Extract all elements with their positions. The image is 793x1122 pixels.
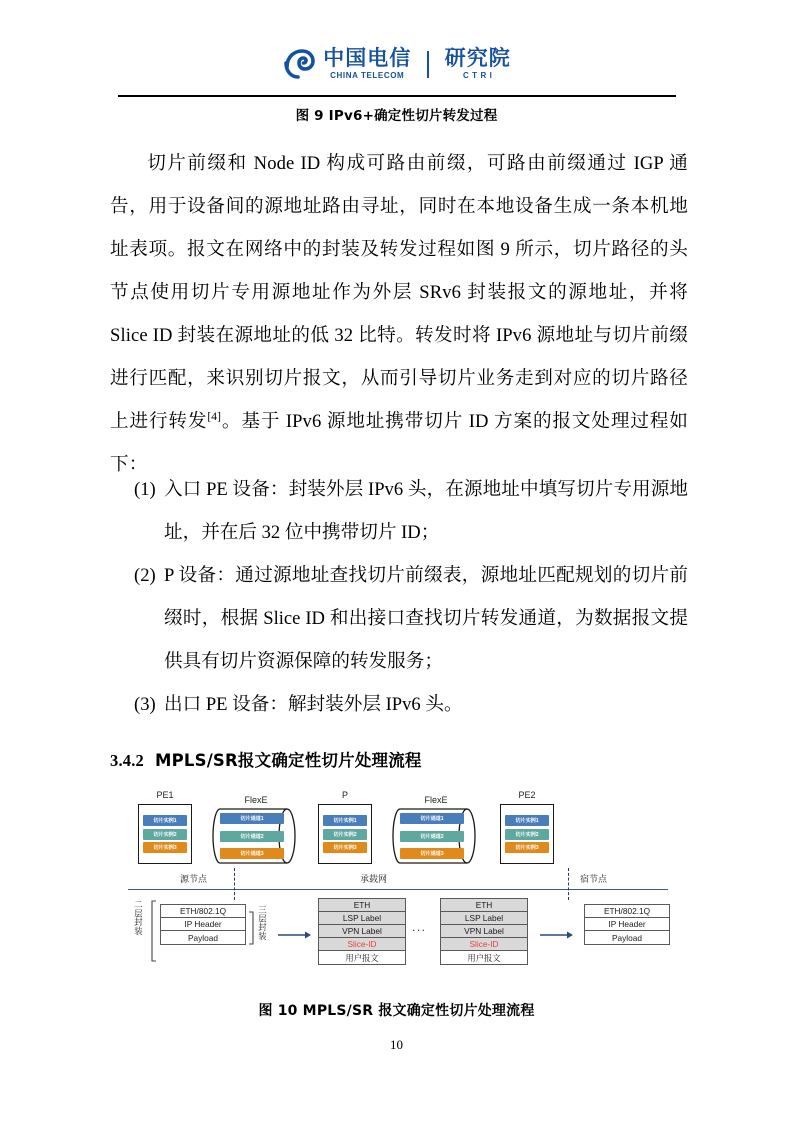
paragraph-1-text: 切片前缀和 Node ID 构成可路由前缀，可路由前缀通过 IGP 通告，用于设备间的源地址路由寻址，同时在本地设备生成一条本机地址表项。报文在网络中的封装及转发过程如图 9 所示，切片路径的头节点使用切片专用源地址作为外层 SRv6 封装报文的源地址，并将 Slice ID 封装在源地址的低 32 比特。转发时将 IPv6 源地址与切片前缀进行匹配，来识别切片报文，从而引导切片业务走到对应的切片路径上进行转发	[110, 153, 688, 432]
flow-arrow-1-icon	[278, 927, 312, 945]
flexe-cylinder-1	[211, 808, 301, 864]
china-telecom-mark-icon	[282, 47, 316, 81]
slice-bar: 切片通道3	[220, 848, 284, 859]
citation-reference: [4]	[207, 410, 222, 423]
node-label-pe2: PE2	[518, 790, 536, 800]
packet-field: VPN Label	[441, 925, 527, 938]
slice-bar: 切片实例1	[505, 815, 549, 826]
figure-10-diagram	[128, 790, 668, 990]
packet-field: ETH/802.1Q	[161, 905, 245, 918]
china-telecom-logo	[282, 47, 511, 81]
packet-field-slice-id: Slice-ID	[441, 938, 527, 951]
logo-divider	[427, 51, 429, 78]
list-item-number: (2)	[134, 565, 156, 586]
packet-field: ETH	[441, 899, 527, 912]
logo-primary-text	[323, 48, 411, 80]
page-header	[0, 38, 793, 90]
page-number: 10	[390, 1037, 403, 1052]
flexe-label-2: FlexE	[424, 795, 448, 805]
procedure-list	[110, 468, 688, 726]
slice-bar: 切片通道3	[400, 848, 464, 859]
section-title: MPLS/SR报文确定性切片处理流程	[155, 751, 422, 770]
node-label-p: P	[341, 790, 348, 800]
list-item-number: (3)	[134, 694, 156, 715]
slice-bar: 切片实例2	[505, 829, 549, 840]
packet-field-slice-id: Slice-ID	[319, 938, 405, 951]
packet-field: 用户报文	[345, 952, 379, 963]
flexe-bars-1	[220, 813, 284, 859]
body-paragraph-1	[110, 142, 688, 486]
packet-field: VPN Label	[319, 925, 405, 938]
packet-stack-mid-1	[318, 898, 406, 965]
zone-label-source: 源节点	[180, 874, 208, 884]
packet-stack-mid-2	[440, 898, 528, 965]
zone-separator-right	[568, 868, 569, 900]
flow-ellipsis: ...	[412, 920, 427, 934]
slice-bar: 切片实例3	[143, 842, 187, 853]
packet-field: LSP Label	[319, 912, 405, 925]
packet-field: ETH	[319, 899, 405, 912]
packet-field: IP Header	[585, 918, 669, 931]
zone-label-bearer: 承载网	[360, 874, 388, 884]
header-divider	[118, 95, 676, 97]
packet-field: Payload	[612, 932, 642, 943]
packet-field: IP Header	[161, 918, 245, 931]
zone-label-sink: 宿节点	[580, 874, 608, 884]
node-label-pe1: PE1	[156, 790, 174, 800]
logo-secondary-text	[445, 48, 511, 80]
slice-bar: 切片通道1	[220, 813, 284, 824]
list-item	[134, 468, 688, 554]
flexe-bars-2	[400, 813, 464, 859]
logo-en-text: CHINA TELECOM	[330, 71, 405, 80]
figure-9-caption: 图 9 IPv6+确定性切片转发过程	[295, 108, 498, 124]
packet-field: 用户报文	[467, 952, 501, 963]
slice-bar: 切片通道1	[400, 813, 464, 824]
encap-label-layer3-left: 三层封装	[257, 905, 268, 941]
packet-stack-right	[584, 904, 670, 945]
slice-bar: 切片通道2	[220, 831, 284, 842]
list-item	[134, 683, 688, 726]
flexe-label-1: FlexE	[244, 795, 268, 805]
paragraph-1-text-after: 。基于 IPv6 源地址携带切片 ID 方案的报文处理过程如下：	[110, 411, 688, 475]
list-item-text: P 设备：通过源地址查找切片前缀表，源地址匹配规划的切片前缀时，根据 Slice ID 和出接口查找切片转发通道，为数据报文提供具有切片资源保障的转发服务；	[164, 565, 688, 672]
slice-bar: 切片实例1	[323, 815, 367, 826]
slice-bar: 切片实例1	[143, 815, 187, 826]
node-box-p	[318, 804, 372, 864]
packet-field: ETH/802.1Q	[585, 905, 669, 918]
brace-left-close	[248, 911, 257, 947]
slice-bar: 切片实例2	[323, 829, 367, 840]
slice-bar: 切片实例3	[505, 842, 549, 853]
section-heading-3-4-2	[110, 747, 422, 771]
logo-cn-text: 中国电信	[323, 46, 412, 70]
slice-bar: 切片实例2	[143, 829, 187, 840]
list-item-text: 出口 PE 设备：解封装外层 IPv6 头。	[164, 694, 463, 715]
logo-institute-cn-text: 研究院	[444, 46, 511, 70]
section-number: 3.4.2	[110, 751, 144, 770]
list-item-number: (1)	[134, 479, 156, 500]
packet-field: Payload	[188, 932, 218, 943]
slice-bar: 切片实例3	[323, 842, 367, 853]
figure-10-caption: 图 10 MPLS/SR 报文确定性切片处理流程	[258, 1003, 535, 1019]
packet-field: LSP Label	[441, 912, 527, 925]
list-item-text: 入口 PE 设备：封装外层 IPv6 头，在源地址中填写切片专用源地址，并在后 32 位中携带切片 ID；	[164, 479, 688, 543]
flexe-cylinder-2	[391, 808, 481, 864]
zone-baseline	[128, 889, 668, 890]
node-box-pe1	[138, 804, 192, 864]
brace-left-open	[148, 900, 157, 964]
flow-arrow-2-icon	[540, 927, 574, 945]
zone-separator-left	[234, 868, 235, 900]
node-box-pe2	[500, 804, 554, 864]
encap-label-layer2-left: 二层封装	[133, 900, 144, 936]
slice-bar: 切片通道2	[400, 831, 464, 842]
packet-stack-left	[160, 904, 246, 945]
list-item	[134, 554, 688, 683]
logo-institute-en-text: C T R I	[462, 71, 493, 80]
